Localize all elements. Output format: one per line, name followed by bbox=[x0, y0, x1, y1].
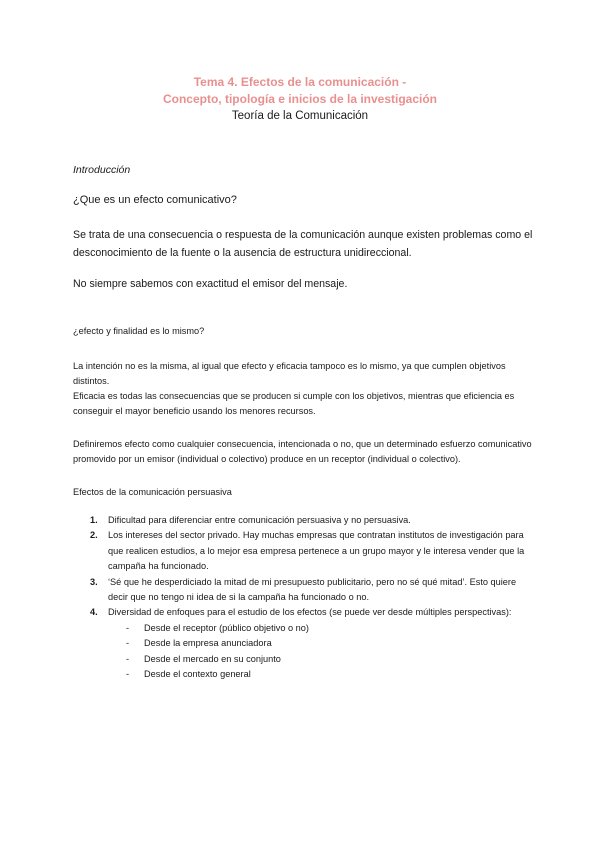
sublist-item bbox=[108, 667, 533, 682]
sublist-item-text: Desde el mercado en su conjunto bbox=[144, 653, 281, 664]
list-item-number: 1. bbox=[90, 515, 98, 525]
dash-bullet: - bbox=[126, 638, 130, 649]
list-item-number: 2. bbox=[90, 530, 98, 541]
intro-paragraph-2: No siempre sabemos con exactitud el emisor del mensaje. bbox=[73, 278, 348, 290]
sublist-item-text: Desde el receptor (público objetivo o no) bbox=[144, 622, 309, 633]
list-item bbox=[73, 605, 533, 682]
intro-paragraph-1: Se trata de una consecuencia o respuesta de la comunicación aunque existen problemas como el desconocimiento de la fuente o la ausencia de estructura unidireccional. bbox=[73, 229, 533, 259]
list-item-number: 3. bbox=[90, 576, 98, 587]
section-label-introduction: Introducción bbox=[73, 164, 131, 176]
sublist-item bbox=[108, 636, 533, 651]
sublist-item bbox=[108, 652, 533, 667]
sublist-item bbox=[108, 621, 533, 636]
course-name: Teoría de la Comunicación bbox=[231, 110, 369, 122]
list-item-text: Diversidad de enfoques para el estudio de los efectos (se puede ver desde múltiples perspectivas): bbox=[108, 607, 512, 618]
section-heading-efectos-persuasiva: Efectos de la comunicación persuasiva bbox=[73, 487, 232, 497]
dash-bullet: - bbox=[126, 622, 130, 633]
dash-bullet: - bbox=[126, 669, 130, 680]
sublist-item-text: Desde el contexto general bbox=[144, 669, 251, 680]
list-item-number: 4. bbox=[90, 607, 98, 618]
list-item bbox=[73, 528, 533, 574]
list-item-text: Dificultad para diferenciar entre comunicación persuasiva y no persuasiva. bbox=[108, 515, 411, 525]
sublist-item-text: Desde la empresa anunciadora bbox=[144, 638, 272, 649]
section1-paragraph-2: Eficacia es todas las consecuencias que se producen si cumple con los objetivos, mientras que eficiencia es conseguir el mayor beneficio usando los menores recursos. bbox=[73, 391, 515, 416]
list-item bbox=[73, 513, 533, 528]
document-header bbox=[0, 74, 600, 125]
section1-paragraph-1: La intención no es la misma, al igual que efecto y eficacia tampoco es lo mismo, ya que cumplen objetivos distintos. bbox=[73, 361, 506, 386]
title-line-1: Tema 4. Efectos de la comunicación - bbox=[193, 75, 407, 89]
effects-numbered-list bbox=[73, 513, 533, 682]
list-item-text: Los intereses del sector privado. Hay muchas empresas que contratan institutos de investigación para que realicen estudios, a lo mejor esa empresa pertenece a un grupo mayor y le interesa vender que la campaña ha funcionado. bbox=[108, 530, 525, 572]
title-line-2: Concepto, tipología e inicios de la investigación bbox=[162, 92, 438, 106]
document-body bbox=[73, 163, 533, 682]
section1-paragraph-3: Definiremos efecto como cualquier consecuencia, intencionada o no, que un determinado esfuerzo comunicativo promovido por un emisor (individual o colectivo) produce en un receptor (individual o colectivo). bbox=[73, 439, 532, 464]
dash-bullet: - bbox=[126, 653, 130, 664]
list-item bbox=[73, 575, 533, 606]
list-item-text: ‘Sé que he desperdiciado la mitad de mi presupuesto publicitario, pero no sé qué mitad’. Esto quiere decir que no tengo ni idea de si la campaña ha funcionado o no. bbox=[108, 576, 517, 603]
section-heading-efecto-finalidad: ¿efecto y finalidad es lo mismo? bbox=[73, 326, 205, 336]
intro-question: ¿Que es un efecto comunicativo? bbox=[73, 194, 237, 206]
perspectives-sublist bbox=[108, 621, 533, 683]
